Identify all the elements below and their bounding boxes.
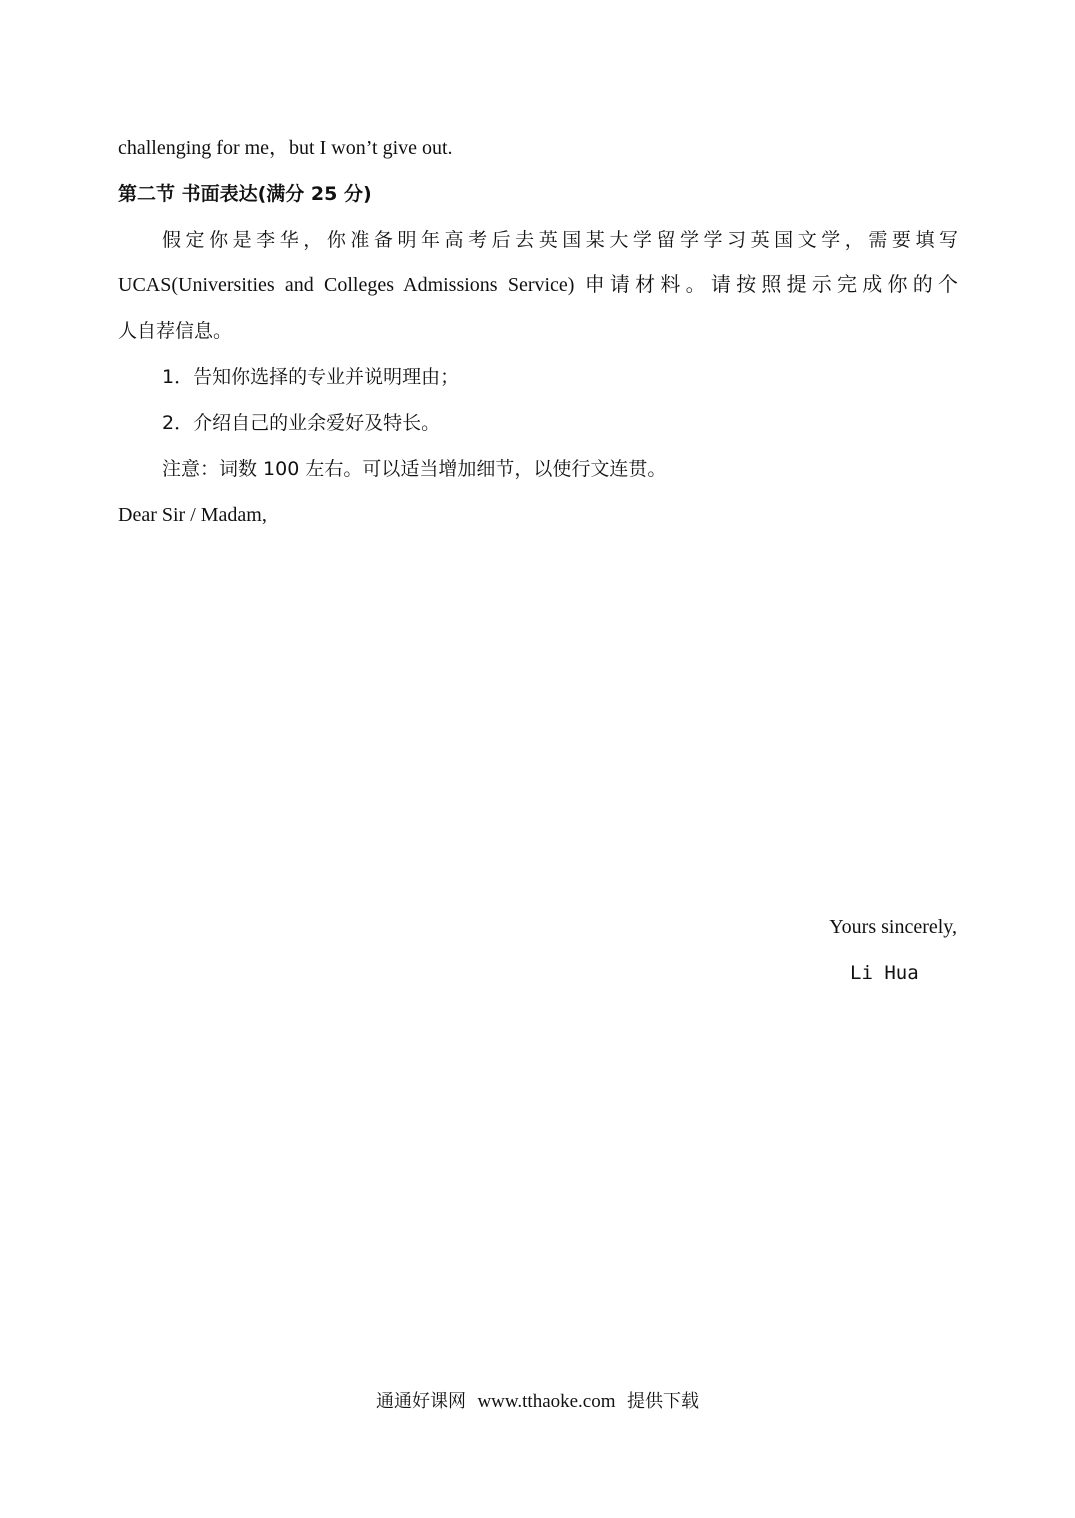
prompt-point-1: 1．告知你选择的专业并说明理由； [162,366,460,388]
section-heading: 第二节 书面表达(满分 25 分) [118,183,372,205]
footer-url: www.tthaoke.com [477,1391,616,1412]
prompt-line-1: 假定你是李华，你准备明年高考后去英国某大学留学学习英国文学，需要填写 [162,229,958,251]
continuation-line: challenging for me，but I won’t give out. [118,137,453,159]
letter-closing: Yours sincerely, [829,916,957,938]
letter-salutation: Dear Sir / Madam, [118,504,267,526]
word-count-note: 注意：词数 100 左右。可以适当增加细节，以使行文连贯。 [162,458,667,480]
prompt-line-2: UCAS(Universities and Colleges Admissions Service) 申请材料。请按照提示完成你的个 [118,274,958,296]
footer-site-name: 通通好课网 [376,1391,466,1412]
footer-suffix: 提供下载 [626,1391,699,1412]
letter-signature: Li Hua [850,962,919,984]
prompt-point-2: 2．介绍自己的业余爱好及特长。 [162,412,441,434]
page-footer [0,1390,1075,1414]
prompt-line-3: 人自荐信息。 [118,320,233,342]
